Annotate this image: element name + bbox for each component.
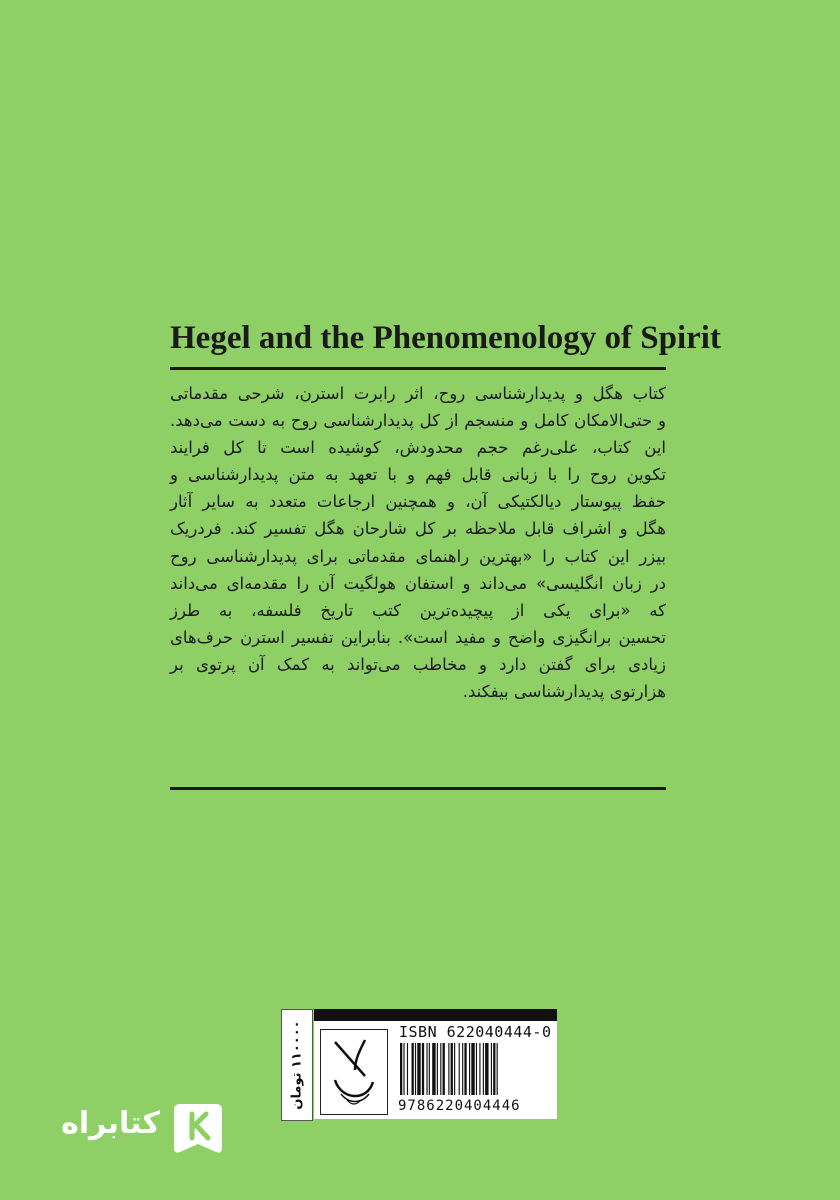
barcode-image [400, 1043, 550, 1095]
publisher-logo-icon [321, 1030, 387, 1114]
barcode-panel [314, 1009, 557, 1119]
title-divider [170, 367, 666, 370]
watermark [40, 1098, 220, 1158]
blurb-line: هزارتوی پدیدارشناسی بیفکند. [462, 682, 666, 702]
isbn-label: ISBN 622040444-0 [399, 1023, 552, 1041]
barcode-top-bar [314, 1009, 557, 1021]
blurb-line: بیزر این کتاب را «بهترین راهنمای مقدماتی برای پدیدارشناسی روح [170, 546, 666, 566]
blurb-line: این کتاب، علی‌رغم حجم محدودش، کوشیده است تا کل فرایند [170, 438, 666, 458]
blurb-line: کتاب هگل و پدیدارشناسی روح، اثر رابرت استرن، شرحی مقدماتی [170, 384, 666, 403]
blurb-line: حفظ پیوستار دیالکتیکی آن، و همچنین ارجاعات متعدد به سایر آثار [170, 492, 666, 512]
blurb-line: تکوین روح را با زبانی قابل فهم و با تعهد به متن پدیدارشناسی و [170, 465, 666, 485]
publisher-logo [320, 1029, 388, 1115]
barcode-digits: 9786220404446 [398, 1098, 521, 1114]
bookmark-k-icon [170, 1098, 226, 1156]
blurb-line: هگل و اشراف قابل ملاحظه بر کل شارحان هگل تفسیر کند. فردریک [170, 519, 666, 539]
blurb-line: و حتی‌الامکان کامل و منسجم از کل پدیدارشناسی روح به دست می‌دهد. [170, 411, 666, 431]
english-title: Hegel and the Phenomenology of Spirit [170, 320, 721, 356]
blurb-line: در زبان انگلیسی» می‌داند و استفان هولگیت آن را مقدمه‌ای می‌داند [170, 573, 666, 593]
blurb-divider [170, 787, 666, 790]
blurb-text [170, 380, 666, 705]
blurb-line: که «برای یکی از پیچیده‌ترین کتب تاریخ فلسفه، به طرز [170, 600, 666, 620]
price-label: ۱۱۰۰۰۰ تومان [289, 1020, 305, 1110]
blurb-line: زیادی برای گفتن دارد و مخاطب می‌تواند به کمک آن پرتوی بر [170, 654, 666, 674]
price-tag [281, 1009, 313, 1121]
blurb-line: تحسین برانگیزی واضح و مفید است». بنابراین تفسیر استرن حرف‌های [170, 627, 666, 647]
watermark-text: کتابراه [61, 1106, 160, 1141]
